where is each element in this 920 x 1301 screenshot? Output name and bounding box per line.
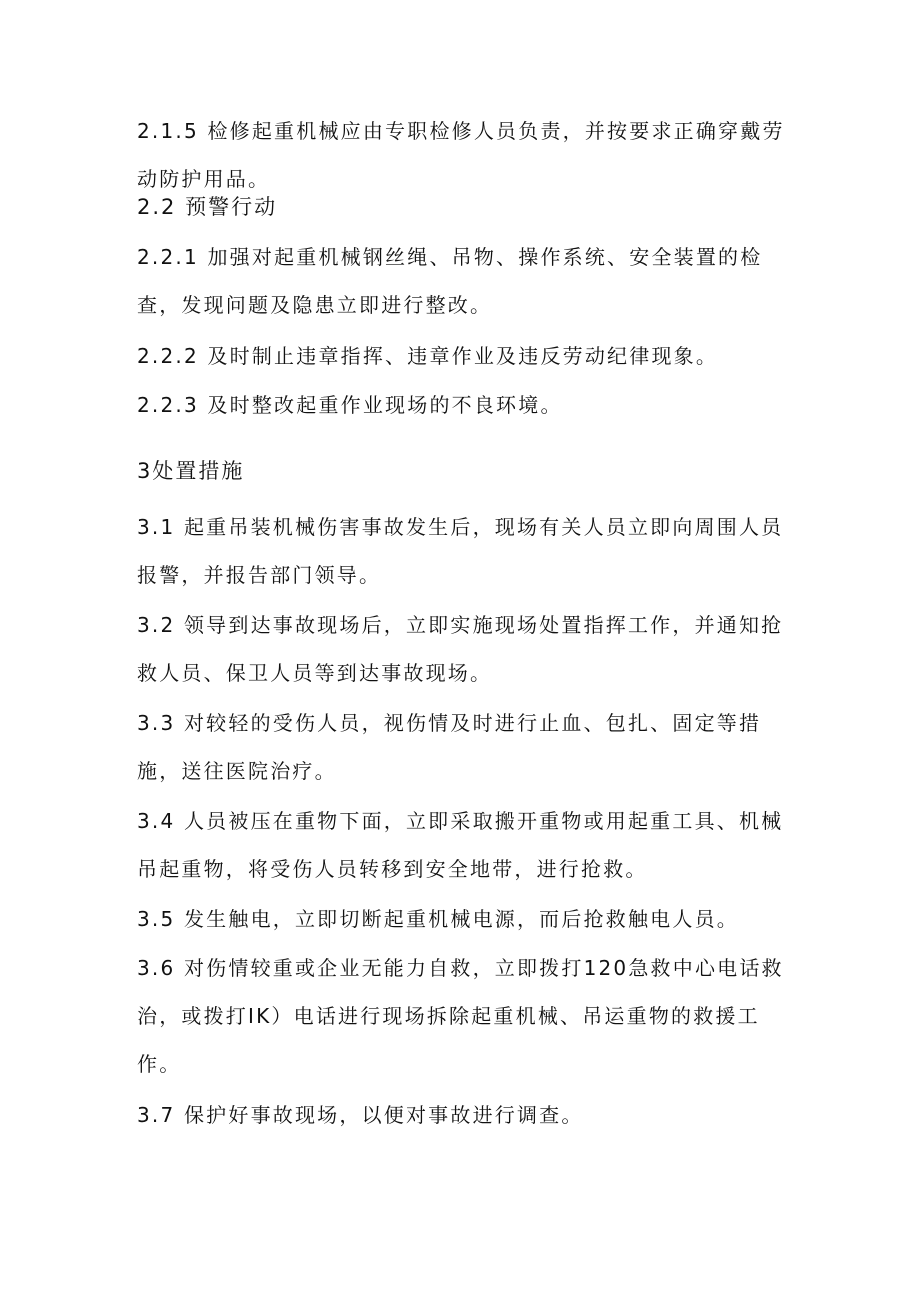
paragraph-2-2-2: 2.2.2 及时制止违章指挥、违章作业及违反劳动纪律现象。	[137, 344, 719, 368]
paragraph-3-7: 3.7 保护好事故现场，以便对事故进行调查。	[137, 1103, 584, 1127]
paragraph-3-4: 3.4 人员被压在重物下面，立即采取搬开重物或用起重工具、机械吊起重物，将受伤人员转移到安全地带，进行抢救。	[137, 809, 784, 881]
paragraph-2-2-3: 2.2.3 及时整改起重作业现场的不良环境。	[137, 393, 563, 417]
paragraph-2-2-1: 2.2.1 加强对起重机械钢丝绳、吊物、操作系统、安全装置的检查，发现问题及隐患立即进行整改。	[137, 245, 763, 317]
paragraph-3-1: 3.1 起重吊装机械伤害事故发生后，现场有关人员立即向周围人员报警，并报告部门领导。	[137, 515, 784, 587]
paragraph-3-3: 3.3 对较轻的受伤人员，视伤情及时进行止血、包扎、固定等措施，送往医院治疗。	[137, 711, 762, 783]
paragraph-3-2: 3.2 领导到达事故现场后，立即实施现场处置指挥工作，并通知抢救人员、保卫人员等到达事故现场。	[137, 613, 784, 685]
heading-2-2: 2.2 预警行动	[137, 195, 278, 219]
paragraph-2-1-5: 2.1.5 检修起重机械应由专职检修人员负责，并按要求正确穿戴劳动防护用品。	[137, 119, 785, 191]
heading-3: 3处置措施	[137, 459, 245, 483]
paragraph-3-5: 3.5 发生触电，立即切断起重机械电源，而后抢救触电人员。	[137, 907, 739, 931]
paragraph-3-6: 3.6 对伤情较重或企业无能力自救，立即拨打120急救中心电话救治，或拨打IK）电话进行现场拆除起重机械、吊运重物的救援工作。	[137, 956, 784, 1076]
